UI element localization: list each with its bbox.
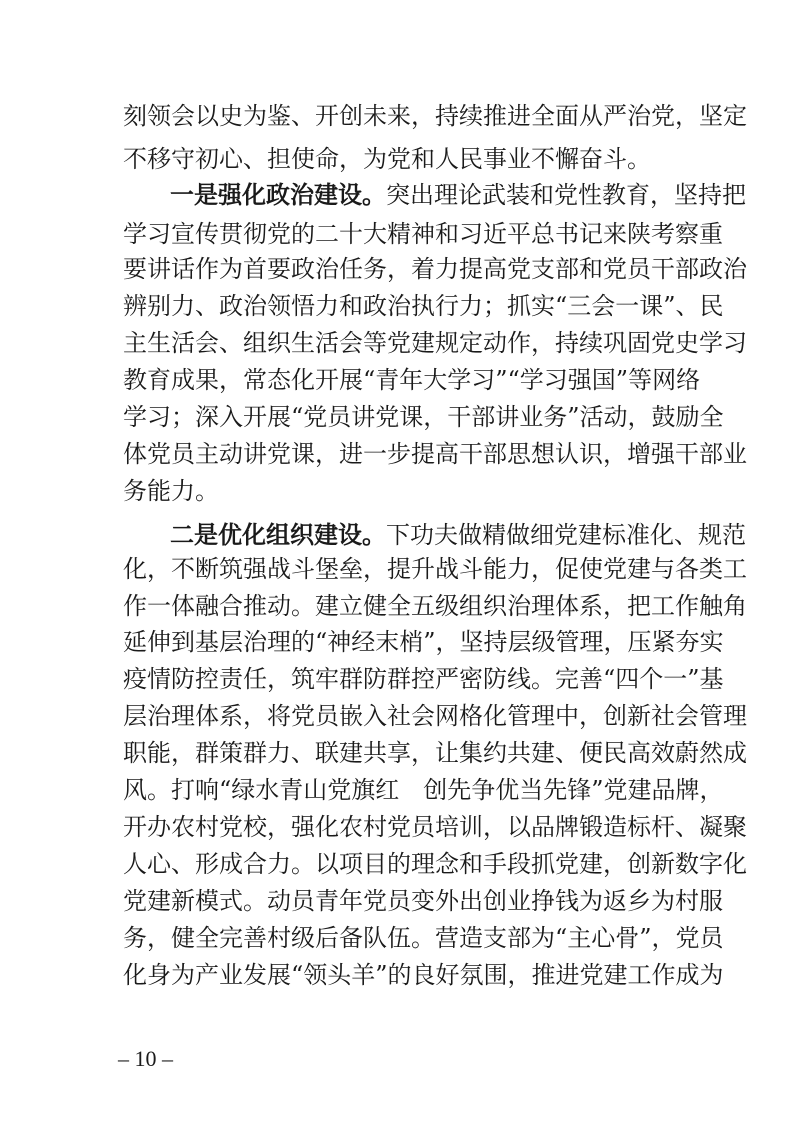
body-line: 教育成果，常态化开展“青年大学习”“学习强国”等网络 [123, 366, 701, 394]
body-line: 辨别力、政治领悟力和政治执行力；抓实“三会一课”、民 [123, 292, 724, 320]
body-line: 务，健全完善村级后备队伍。营造支部为“主心骨”，党员 [123, 924, 724, 952]
body-line: 主生活会、组织生活会等党建规定动作，持续巩固党史学习 [123, 329, 747, 357]
body-line: 不移守初心、担使命，为党和人民事业不懈奋斗。 [123, 145, 651, 173]
body-line: 作一体融合推动。建立健全五级组织治理体系，把工作触角 [123, 592, 747, 620]
page-number: – 10 – [118, 1046, 173, 1071]
section-one-first-line [170, 180, 746, 209]
section-two-first-line-text: 下功夫做精做细党建标准化、规范 [386, 521, 746, 549]
section-one-heading: 一是强化政治建设。 [170, 180, 386, 209]
body-line: 层治理体系，将党员嵌入社会网格化管理中，创新社会管理 [123, 702, 747, 730]
section-one-first-line-text: 突出理论武装和党性教育，坚持把 [386, 181, 746, 209]
body-line: 风。打响“绿水青山党旗红 创先争优当先锋”党建品牌， [123, 776, 724, 804]
body-line: 党建新模式。动员青年党员变外出创业挣钱为返乡为村服 [123, 887, 723, 915]
body-line: 职能，群策群力、联建共享，让集约共建、便民高效蔚然成 [123, 739, 747, 767]
body-line: 学习宣传贯彻党的二十大精神和习近平总书记来陕考察重 [123, 220, 723, 248]
body-line: 学习；深入开展“党员讲党课，干部讲业务”活动，鼓励全 [123, 403, 724, 431]
body-line: 化，不断筑强战斗堡垒，提升战斗能力，促使党建与各类工 [123, 555, 747, 583]
body-line: 要讲话作为首要政治任务，着力提高党支部和党员干部政治 [123, 255, 747, 283]
body-line: 疫情防控责任，筑牢群防群控严密防线。完善“四个一”基 [123, 665, 724, 693]
section-two-first-line [170, 520, 746, 549]
section-two-heading: 二是优化组织建设。 [170, 520, 386, 549]
body-line: 化身为产业发展“领头羊”的良好氛围，推进党建工作成为 [123, 961, 724, 989]
body-line: 体党员主动讲党课，进一步提高干部思想认识，增强干部业 [123, 440, 747, 468]
body-line: 开办农村党校，强化农村党员培训，以品牌锻造标杆、凝聚 [123, 813, 747, 841]
body-line: 人心、形成合力。以项目的理念和手段抓党建，创新数字化 [123, 850, 747, 878]
body-line: 延伸到基层治理的“神经末梢”，坚持层级管理，压紧夯实 [123, 628, 724, 656]
body-line: 刻领会以史为鉴、开创未来，持续推进全面从严治党，坚定 [123, 102, 747, 130]
body-line: 务能力。 [123, 477, 219, 505]
